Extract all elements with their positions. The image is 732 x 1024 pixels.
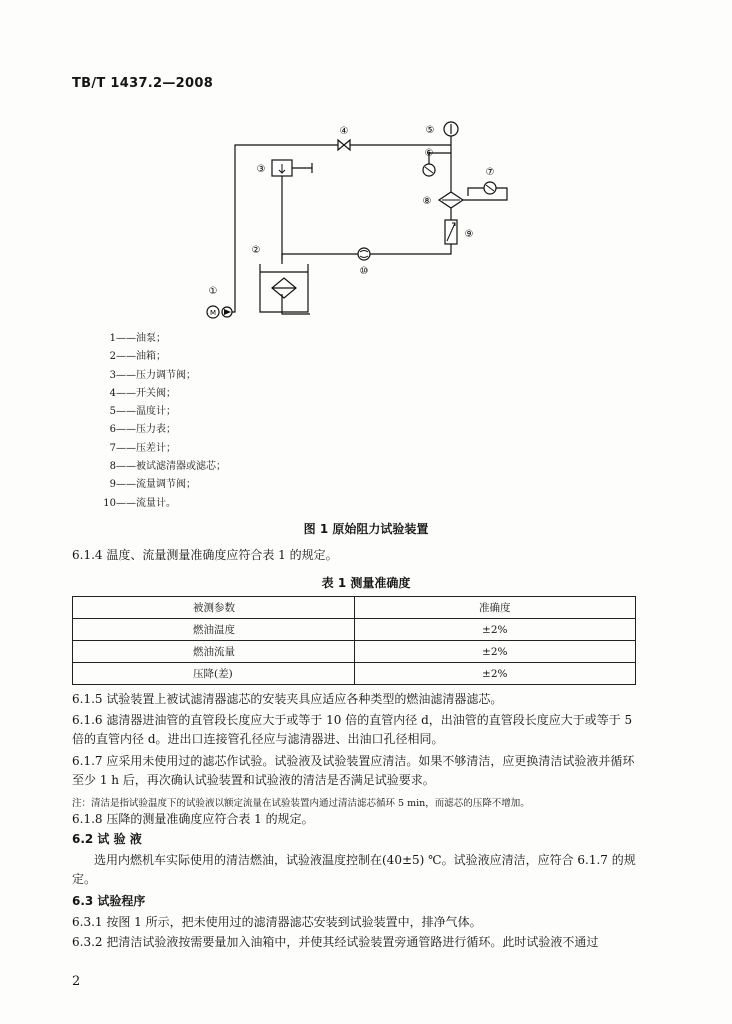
page-number: 2 <box>72 974 81 989</box>
clause-6-1-6: 6.1.6 滤清器进油管的直管段长度应大于或等于 10 倍的直管内径 d，出油管的直管段长度应大于或等于 5 倍的直管内径 d。进出口连接管孔径应与滤清器进、出油口孔径相同。 <box>72 713 633 746</box>
marker-8: ⑧ <box>422 196 432 207</box>
clause-6-3-2: 6.3.2 把清洁试验液按需要量加入油箱中，并使其经试验装置旁通管路进行循环。此时试验液不通过 <box>72 935 599 949</box>
table-title: 表 1 测量准确度 <box>321 576 411 590</box>
table-row <box>73 619 636 641</box>
pump-motor-label: M <box>209 309 217 317</box>
legend-item: 6——压力表； <box>109 424 176 436</box>
figure-legend <box>92 330 226 513</box>
figure-caption: 图 1 原始阻力试验装置 <box>303 522 429 536</box>
marker-9: ⑨ <box>464 229 474 240</box>
legend-item: 1——油泵； <box>109 333 166 344</box>
table-cell: 压降(差) <box>73 663 355 685</box>
section-6-2-body: 选用内燃机车实际使用的清洁燃油，试验液温度控制在(40±5) ℃。试验液应清洁，应符合 6.1.7 的规定。 <box>72 853 636 886</box>
table-header-cell: 准确度 <box>354 597 636 619</box>
table-row <box>73 663 636 685</box>
clause-6-1-7: 6.1.7 应采用未使用过的滤芯作试验。试验液及试验装置应清洁。如果不够清洁，应更换清洁试验液并循环至少 1 h 后，再次确认试验装置和试验液的清洁是否满足试验要求。 <box>72 754 635 787</box>
table-cell: ±2% <box>354 663 636 685</box>
table-row <box>73 641 636 663</box>
clause-6-3-1: 6.3.1 按图 1 所示，把未使用过的滤清器滤芯安装到试验装置中，排净气体。 <box>72 915 482 929</box>
marker-3: ③ <box>256 164 266 175</box>
marker-2: ② <box>251 245 261 256</box>
note: 注：清洁是指试验温度下的试验液以额定流量在试验装置内通过清洁滤芯循环 5 min，而滤芯的压降不增加。 <box>72 798 530 809</box>
table-header-cell: 被测参数 <box>73 597 355 619</box>
clause-6-1-5: 6.1.5 试验装置上被试滤清器滤芯的安装夹具应适应各种类型的燃油滤清器滤芯。 <box>72 692 503 706</box>
section-6-3-heading: 6.3 试验程序 <box>72 894 146 908</box>
table-cell: ±2% <box>354 619 636 641</box>
table-cell: ±2% <box>354 641 636 663</box>
test-rig-diagram <box>190 112 530 327</box>
legend-item: 10——流量计。 <box>103 497 176 509</box>
legend-item: 3——压力调节阀； <box>109 369 196 381</box>
legend-item: 2——油箱； <box>109 351 166 363</box>
doc-number: TB/T 1437.2—2008 <box>72 76 214 91</box>
marker-1: ① <box>208 286 218 297</box>
marker-7: ⑦ <box>485 167 495 178</box>
clause-6-1-4: 6.1.4 温度、流量测量准确度应符合表 1 的规定。 <box>72 548 338 562</box>
legend-item: 4——开关阀； <box>109 387 176 399</box>
table-header-row <box>73 597 636 619</box>
legend-item: 8——被试滤清器或滤芯； <box>109 461 226 473</box>
legend-item: 7——压差计； <box>109 442 176 454</box>
marker-10: ⑩ <box>359 266 369 277</box>
accuracy-table <box>72 596 636 685</box>
table-cell: 燃油流量 <box>73 641 355 663</box>
marker-5: ⑤ <box>425 125 435 136</box>
marker-4: ④ <box>339 126 349 137</box>
legend-item: 5——温度计； <box>109 406 176 418</box>
section-6-2-heading: 6.2 试 验 液 <box>72 832 142 846</box>
table-cell: 燃油温度 <box>73 619 355 641</box>
marker-6: ⑥ <box>424 148 434 159</box>
clause-6-1-8: 6.1.8 压降的测量准确度应符合表 1 的规定。 <box>72 812 314 826</box>
legend-item: 9——流量调节阀； <box>109 479 196 491</box>
